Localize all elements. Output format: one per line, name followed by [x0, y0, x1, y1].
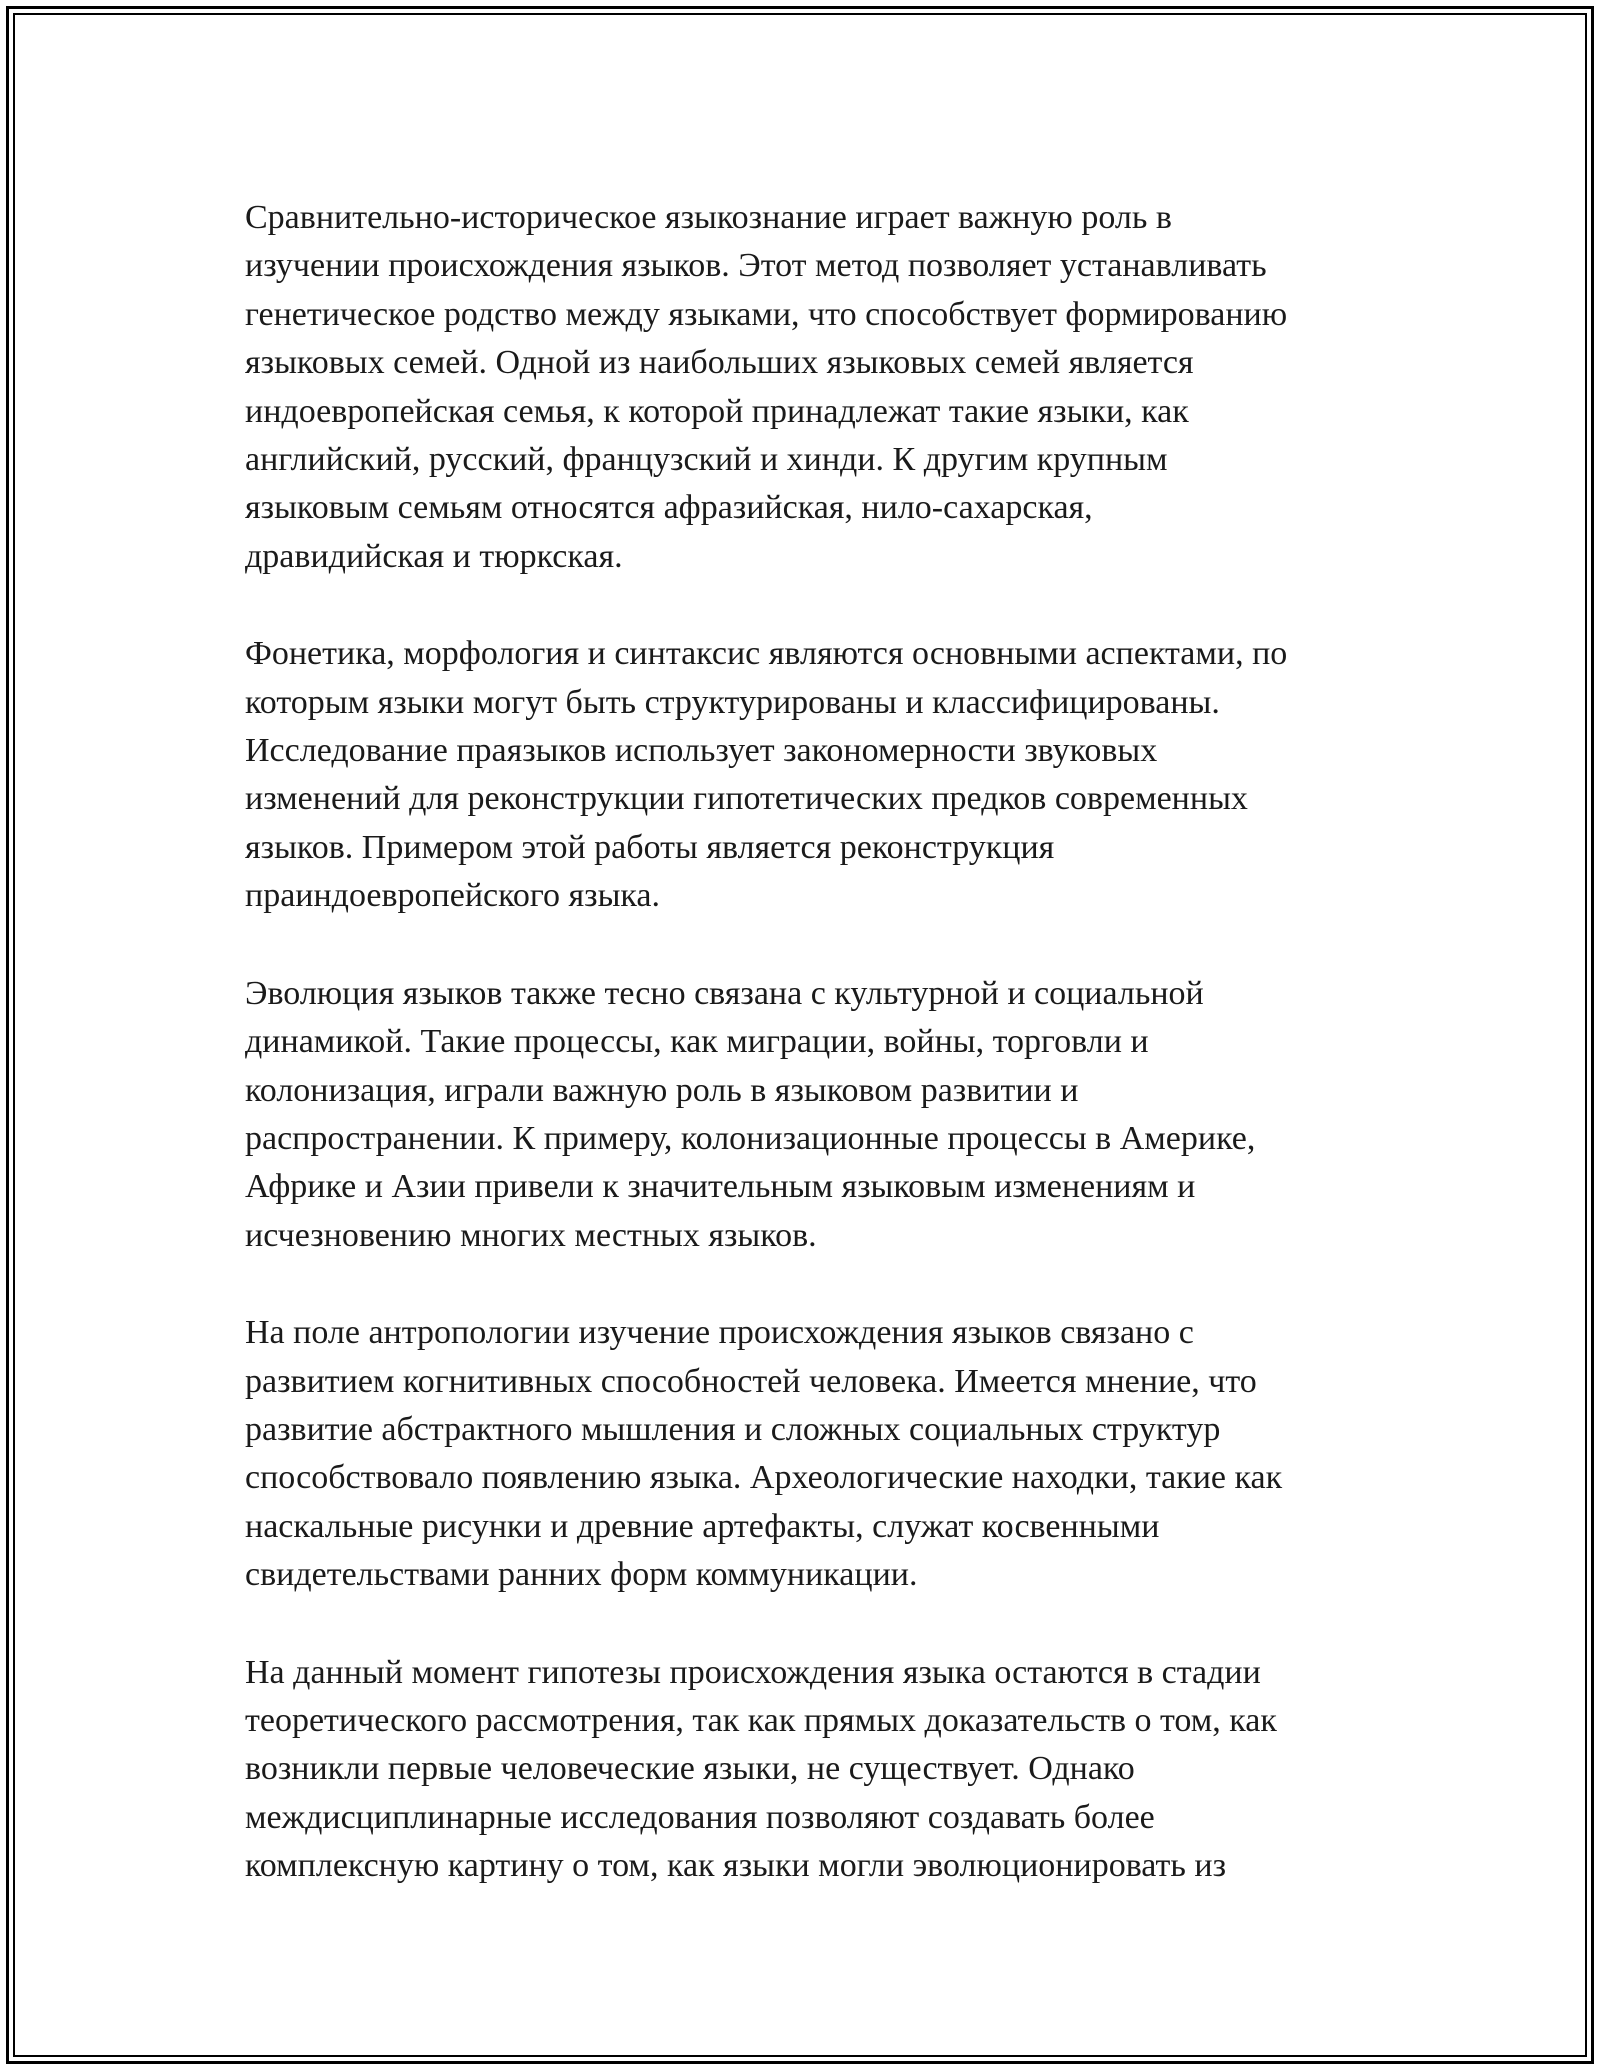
- text-line: динамикой. Такие процессы, как миграции, войны, торговли и: [245, 1023, 1149, 1061]
- text-line: На данный момент гипотезы происхождения языка остаются в стадии: [245, 1653, 1261, 1691]
- text-line: распространении. К примеру, колонизационные процессы в Америке,: [245, 1119, 1256, 1157]
- text-line: которым языки могут быть структурированы и классифицированы.: [245, 683, 1220, 721]
- paragraph-5: [245, 1649, 1395, 1891]
- text-line: развитие абстрактного мышления и сложных социальных структур: [245, 1410, 1221, 1448]
- text-line: междисциплинарные исследования позволяют создавать более: [245, 1798, 1155, 1836]
- page-frame: [6, 6, 1594, 2064]
- text-line: способствовало появлению языка. Археологические находки, такие как: [245, 1459, 1283, 1497]
- text-line: дравидийская и тюркская.: [245, 537, 623, 575]
- text-line: колонизация, играли важную роль в языковом развитии и: [245, 1071, 1079, 1109]
- text-line: наскальные рисунки и древние артефакты, служат косвенными: [245, 1507, 1160, 1545]
- text-line: теоретического рассмотрения, так как прямых доказательств о том, как: [245, 1701, 1277, 1739]
- text-line: Сравнительно-историческое языкознание играет важную роль в: [245, 199, 1172, 236]
- paragraph-4: [245, 1309, 1395, 1599]
- paragraph-2: [245, 630, 1395, 920]
- text-line: исчезновению многих местных языков.: [245, 1216, 817, 1254]
- paragraph-1: [245, 194, 1395, 581]
- text-line: Эволюция языков также тесно связана с культурной и социальной: [245, 974, 1204, 1012]
- text-line: языковым семьям относятся афразийская, нило-сахарская,: [245, 489, 1093, 527]
- paragraph-3: [245, 970, 1395, 1260]
- text-line: Исследование праязыков использует закономерности звуковых: [245, 732, 1158, 770]
- text-line: Африке и Азии привели к значительным языковым изменениям и: [245, 1168, 1196, 1206]
- text-line: английский, русский, французский и хинди. К другим крупным: [245, 441, 1168, 479]
- text-line: свидетельствами ранних форм коммуникации.: [245, 1556, 918, 1594]
- text-line: генетическое родство между языками, что способствует формированию: [245, 295, 1288, 333]
- text-line: развитием когнитивных способностей человека. Имеется мнение, что: [245, 1362, 1257, 1400]
- text-line: комплексную картину о том, как языки могли эволюционировать из: [245, 1847, 1227, 1885]
- text-line: индоевропейская семья, к которой принадлежат такие языки, как: [245, 392, 1189, 430]
- text-line: возникли первые человеческие языки, не существует. Однако: [245, 1750, 1135, 1788]
- text-line: На поле антропологии изучение происхождения языков связано с: [245, 1314, 1194, 1352]
- document-body: [245, 194, 1395, 1940]
- text-line: Фонетика, морфология и синтаксис являются основными аспектами, по: [245, 635, 1288, 673]
- text-line: праиндоевропейского языка.: [245, 877, 661, 915]
- text-line: языковых семей. Одной из наибольших языковых семей является: [245, 344, 1194, 382]
- text-line: языков. Примером этой работы является реконструкция: [245, 828, 1055, 866]
- text-line: изменений для реконструкции гипотетических предков современных: [245, 780, 1248, 818]
- text-line: изучении происхождения языков. Этот метод позволяет устанавливать: [245, 247, 1267, 285]
